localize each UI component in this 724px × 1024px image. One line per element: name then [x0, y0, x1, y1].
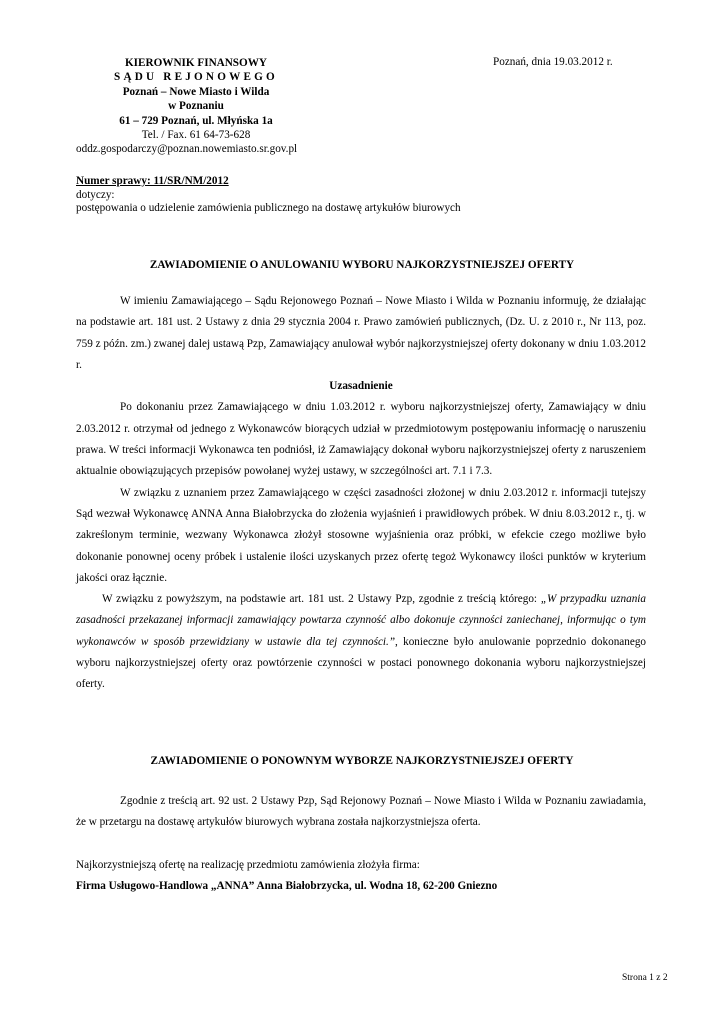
section2-paragraph-1: Zgodnie z treścią art. 92 ust. 2 Ustawy Pzp, Sąd Rejonowy Poznań – Nowe Miasto i Wilda w Poznaniu zawiadamia, że w przetargu na dostawę artykułów biurowych wybrana została najkorzystniejsza oferta.	[76, 795, 646, 829]
section1-title: ZAWIADOMIENIE O ANULOWANIU WYBORU NAJKORZYSTNIEJSZEJ OFERTY	[149, 259, 575, 271]
section2-body	[76, 791, 646, 834]
page-number: Strona 1 z 2	[622, 973, 668, 983]
section1-body	[76, 291, 646, 696]
case-number: Numer sprawy: 11/SR/NM/2012	[76, 175, 229, 187]
case-concerns: dotyczy:	[76, 188, 115, 201]
section2-offer	[76, 855, 646, 898]
sender-city: w Poznaniu	[168, 100, 224, 113]
justification-heading: Uzasadnienie	[329, 380, 393, 393]
section1-paragraph-3: W związku z uznaniem przez Zamawiającego w części zasadności złożonej w dniu 2.03.2012 r. informacji tutejszy Sąd wezwał Wykonawcę ANNA Anna Białobrzycka do złożenia wyjaśnień i prawidłowych próbek. W dniu 8.03.2012 r., tj. w zakreślonym terminie, wezwany Wykonawca złożył stosowne wyjaśnienia oraz próbki, w efekcie czego możliwe było dokonanie ponownej oceny próbek i ustalenie ilości uzyskanych przez ofertę tegoż Wykonawcy ilości punktów w kryterium jakości oraz łącznie.	[76, 486, 646, 584]
sender-title: KIEROWNIK FINANSOWY	[124, 57, 268, 69]
sender-court-name: Poznań – Nowe Miasto i Wilda	[122, 85, 270, 98]
para4-start: W związku z powyższym, na podstawie art. 181 ust. 2 Ustawy Pzp, zgodnie z treścią którego:	[102, 593, 541, 606]
section1-paragraph-2: Po dokonaniu przez Zamawiającego w dniu 1.03.2012 r. wyboru najkorzystniejszej oferty, Zamawiający w dniu 2.03.2012 r. otrzymał od jednego z Wykonawców biorących udział w przedmiotowym postępowaniu informację o naruszeniu prawa. W treści informacji Wykonawca ten podniósł, iż Zamawiający dokonał wyboru najkorzystniejszej oferty z naruszeniem aktualnie obowiązujących przepisów powołanej wyżej ustawy, w szczególności art. 7.1 i 7.3.	[76, 401, 646, 478]
sender-email: oddz.gospodarczy@poznan.nowemiasto.sr.gov.pl	[76, 143, 298, 156]
case-block	[76, 175, 656, 216]
sender-phone: Tel. / Fax. 61 64-73-628	[141, 129, 251, 142]
section2-title: ZAWIADOMIENIE O PONOWNYM WYBORZE NAJKORZYSTNIEJSZEJ OFERTY	[150, 755, 574, 767]
para4-quote: „W przypadku uznania zasadności przekazanej informacji zamawiający powtarza czynność albo dokonuje czynności zaniechanej, informując o tym wykonawców w sposób przewidziany w ustawie dla tej czynności.”	[76, 593, 646, 648]
section1-paragraph-4	[76, 589, 646, 695]
sender-address: 61 – 729 Poznań, ul. Młyńska 1a	[119, 114, 273, 127]
sender-block	[76, 56, 316, 157]
winning-company: Firma Usługowo-Handlowa „ANNA” Anna Białobrzycka, ul. Wodna 18, 62-200 Gniezno	[76, 880, 498, 893]
para4-end: , konieczne było anulowanie poprzednio dokonanego wyboru najkorzystniejszej oferty oraz powtórzenie czynności w postaci ponownego dokonania wyboru najkorzystniejszej oferty.	[76, 635, 647, 691]
sender-court: SĄDU REJONOWEGO	[114, 71, 278, 84]
case-subject: postępowania o udzielenie zamówienia publicznego na dostawę artykułów biurowych	[76, 202, 461, 214]
section2-paragraph-2: Najkorzystniejszą ofertę na realizację przedmiotu zamówienia złożyła firma:	[76, 859, 420, 871]
section1-paragraph-1: W imieniu Zamawiającego – Sądu Rejonowego Poznań – Nowe Miasto i Wilda w Poznaniu informuję, że działając na podstawie art. 181 ust. 2 Ustawy z dnia 29 stycznia 2004 r. Prawo zamówień publicznych, (Dz. U. z 2010 r., Nr 113, poz. 759 z późn. zm.) zwanej dalej ustawą Pzp, Zamawiający anulował wybór najkorzystniejszej oferty dokonany w dniu 1.03.2012 r.	[76, 295, 646, 371]
place-date: Poznań, dnia 19.03.2012 r.	[493, 56, 613, 68]
